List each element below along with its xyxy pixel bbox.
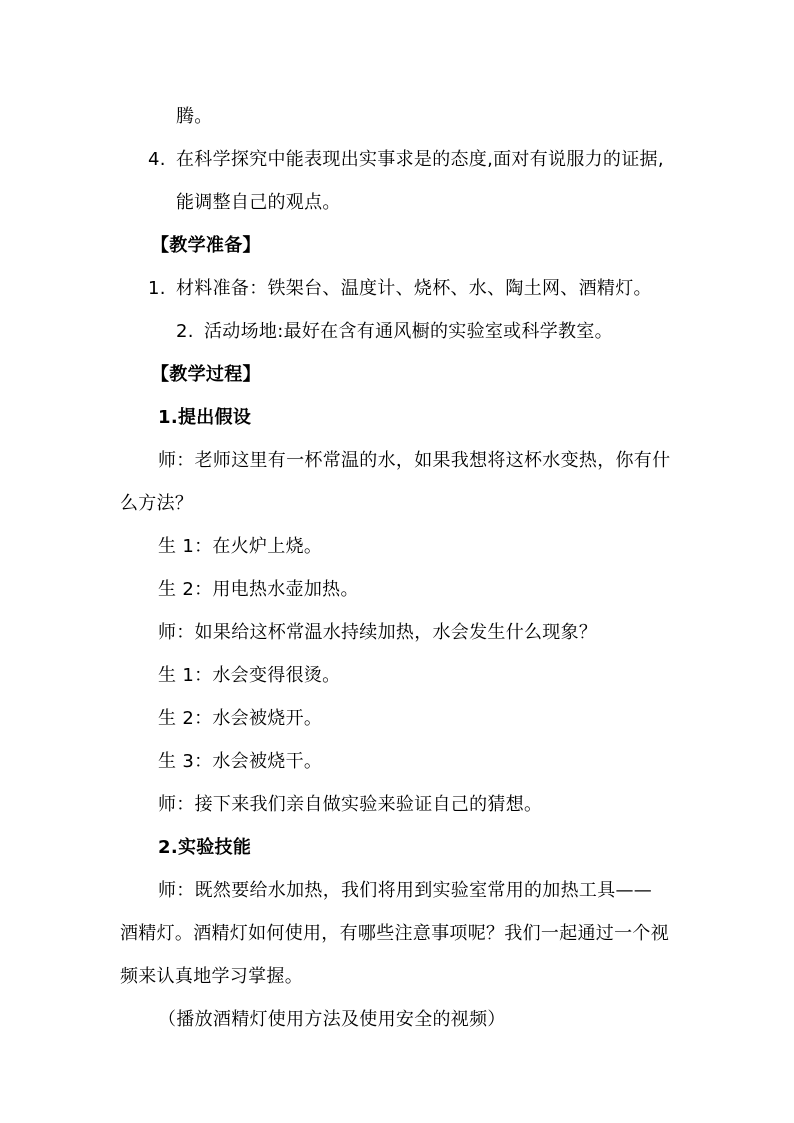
- list-item-1: [148, 277, 652, 301]
- section-heading-preparation: 【教学准备】: [151, 235, 261, 256]
- paragraph-line: 么方法？: [120, 493, 194, 514]
- section-heading-process: 【教学过程】: [151, 364, 261, 385]
- dialogue-line: 师：如果给这杯常温水持续加热，水会发生什么现象？: [158, 622, 598, 643]
- text-line: 腾。: [176, 106, 213, 127]
- dialogue-line: 生 2：水会被烧开。: [158, 708, 323, 729]
- paragraph-line: 师：既然要给水加热，我们将用到实验室常用的加热工具——: [158, 880, 653, 901]
- list-item-2: [176, 320, 613, 344]
- subsection-heading-skills: 2.实验技能: [158, 837, 252, 858]
- list-text: 在科学探究中能表现出实事求是的态度,面对有说服力的证据,: [176, 149, 664, 170]
- paragraph-line: 师：老师这里有一杯常温的水，如果我想将这杯水变热，你有什: [158, 450, 671, 471]
- list-number: 4.: [148, 149, 166, 170]
- dialogue-line: 生 2：用电热水壶加热。: [158, 579, 359, 600]
- paragraph-line: （播放酒精灯使用方法及使用安全的视频）: [158, 1009, 506, 1030]
- list-text: 材料准备：铁架台、温度计、烧杯、水、陶土网、酒精灯。: [176, 278, 652, 299]
- list-item-4: [148, 148, 664, 172]
- dialogue-line: 生 1：水会变得很烫。: [158, 665, 341, 686]
- dialogue-line: 生 3：水会被烧干。: [158, 751, 323, 772]
- paragraph-line: 频来认真地学习掌握。: [120, 966, 303, 987]
- dialogue-line: 生 1：在火炉上烧。: [158, 536, 323, 557]
- paragraph-line: 酒精灯。酒精灯如何使用，有哪些注意事项呢？我们一起通过一个视: [120, 923, 669, 944]
- text-line: 能调整自己的观点。: [176, 192, 341, 213]
- subsection-heading-hypothesis: 1.提出假设: [158, 407, 252, 428]
- list-number: 1.: [148, 278, 166, 299]
- list-text: 活动场地:最好在含有通风橱的实验室或科学教室。: [204, 321, 613, 342]
- dialogue-line: 师：接下来我们亲自做实验来验证自己的猜想。: [158, 794, 543, 815]
- list-number: 2.: [176, 321, 194, 342]
